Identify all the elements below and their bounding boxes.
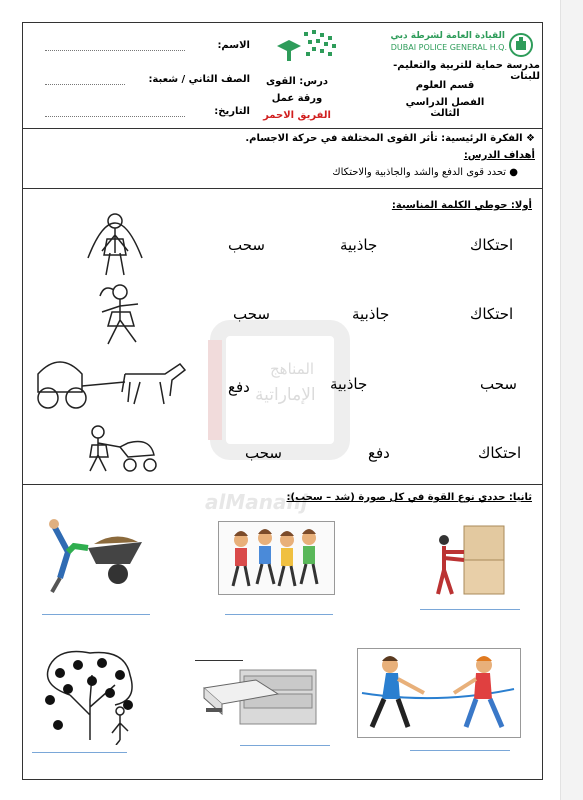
pushing-boxes-image — [430, 520, 510, 600]
row4-word2[interactable]: دفع — [368, 444, 390, 462]
class-label: الصف الثاني / شعبة: — [148, 74, 250, 85]
answer-line-6[interactable] — [410, 750, 510, 751]
row3-word3[interactable]: دفع — [228, 378, 250, 396]
objective-item — [250, 167, 518, 178]
row2-word3[interactable]: سحب — [233, 305, 270, 323]
kids-pushing-image — [219, 522, 334, 592]
worksheet-label: ورقة عمل — [271, 93, 323, 104]
answer-line-5[interactable] — [240, 745, 330, 746]
apple-tree-image — [30, 645, 145, 745]
diamond-bullet-icon: ❖ — [526, 133, 535, 144]
stroller-girl-image — [80, 425, 160, 475]
tug-of-war-image — [358, 649, 520, 735]
name-field[interactable] — [45, 50, 185, 51]
department: قسم العلوم — [415, 80, 475, 91]
row1-word1[interactable]: احتكاك — [470, 236, 514, 254]
section1-divider — [22, 484, 543, 485]
objective-text: تحدد قوى الدفع والشد والجاذبية والاحتكاك — [332, 167, 507, 178]
date-field[interactable] — [45, 116, 185, 117]
lesson-title: درس: القوى — [266, 76, 328, 87]
police-logo — [508, 32, 534, 58]
walking-girl-image — [78, 282, 158, 352]
row4-word1[interactable]: احتكاك — [478, 444, 522, 462]
drawer-image — [200, 668, 320, 728]
jump-rope-girl-image — [80, 203, 150, 283]
row3-word2[interactable]: جاذبية — [330, 375, 368, 393]
answer-line-2[interactable] — [225, 614, 333, 615]
watermark-latin: alManahj — [205, 490, 308, 514]
section1-title: أولا: حوطي الكلمة المناسبة: — [391, 200, 532, 211]
horse-carriage-image — [30, 352, 190, 414]
school-logo-icon — [272, 28, 342, 70]
row3-word1[interactable]: سحب — [480, 375, 517, 393]
main-idea-text: الفكرة الرئيسية: تأثر القوى المختلفة في حركة الاجسام. — [245, 133, 523, 144]
drawer-answer-line-top[interactable] — [195, 660, 243, 661]
class-field[interactable] — [45, 84, 125, 85]
team-name: الفريق الاحمر — [263, 110, 331, 121]
row2-word2[interactable]: جاذبية — [352, 305, 390, 323]
section2-title: ثانيا: حددي نوع القوة في كل صورة (شد – سحب): — [286, 492, 532, 503]
kids-pushing-frame — [218, 521, 335, 595]
scrollbar[interactable] — [560, 0, 583, 800]
date-label: التاريخ: — [214, 106, 250, 117]
answer-line-4[interactable] — [32, 752, 127, 753]
wheelbarrow-image — [38, 518, 148, 596]
answer-line-3[interactable] — [420, 609, 520, 610]
answer-line-1[interactable] — [42, 614, 150, 615]
intro-divider — [22, 188, 543, 189]
term: الفصل الدراسي الثالث — [405, 97, 485, 119]
tug-of-war-frame — [357, 648, 521, 738]
bullet-icon: ● — [506, 167, 518, 178]
row4-word3[interactable]: سحب — [245, 444, 282, 462]
main-idea — [30, 133, 535, 144]
header-divider — [22, 128, 543, 129]
row1-word3[interactable]: سحب — [228, 236, 265, 254]
name-label: الاسم: — [217, 40, 250, 51]
police-name-ar: القيادة العامة لشرطة دبي — [390, 31, 505, 41]
row1-word2[interactable]: جاذبية — [340, 236, 378, 254]
school-name: مدرسة حماية للتربية والتعليم-للبنات — [393, 60, 540, 82]
row2-word1[interactable]: احتكاك — [470, 305, 514, 323]
watermark-line2: الإماراتية — [255, 385, 316, 405]
police-name-en: DUBAI POLICE GENERAL H.Q. — [390, 43, 507, 52]
objectives-title: أهداف الدرس: — [463, 150, 535, 161]
watermark-line1: المناهج — [270, 360, 315, 378]
